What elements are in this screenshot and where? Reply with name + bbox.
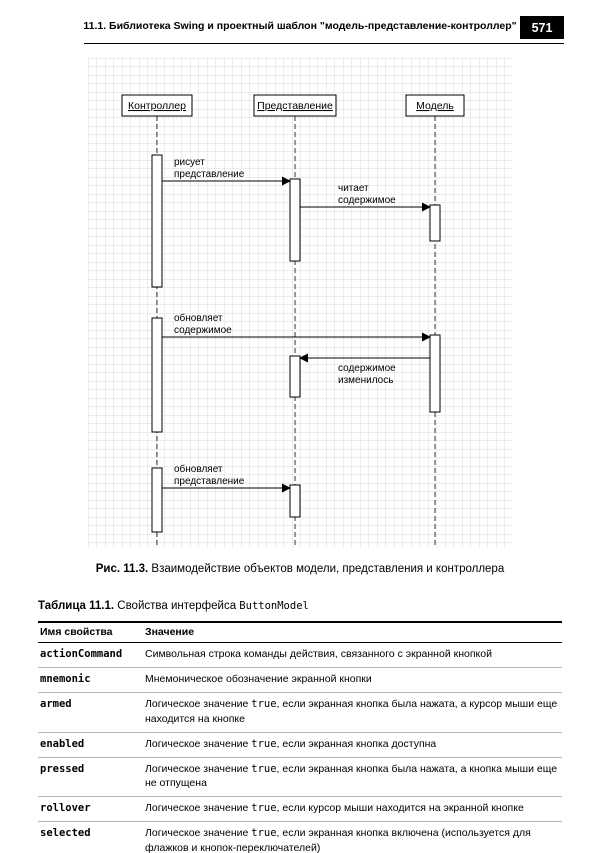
description-text: , если экранная кнопка была нажата, а курсор мыши еще находится на кнопке <box>145 697 558 725</box>
property-description <box>145 697 560 727</box>
model-activation-1 <box>430 205 440 241</box>
view-activation-2 <box>290 356 300 397</box>
table-row <box>38 733 562 758</box>
table-caption-text: Свойства интерфейса <box>114 600 240 612</box>
property-description <box>145 647 560 662</box>
description-text: Символьная строка команды действия, связанного с экранной кнопкой <box>145 648 492 660</box>
header-rule <box>84 43 564 44</box>
view-activation-1 <box>290 179 300 261</box>
code-token: true <box>251 827 277 840</box>
figure-caption <box>0 563 600 575</box>
property-name: pressed <box>40 762 85 775</box>
running-header: 11.1. Библиотека Swing и проектный шаблон "модель-представление-контроллер" <box>83 20 517 32</box>
table-row <box>38 758 562 798</box>
description-text: , если экранная кнопка была нажата, а кнопка мыши еще не отпущена <box>145 762 558 790</box>
model-label: Модель <box>416 100 454 112</box>
description-text: Логическое значение <box>145 802 252 815</box>
view-label: Представление <box>257 100 333 112</box>
property-name: rollover <box>40 802 91 815</box>
table-caption-code: ButtonModel <box>239 600 309 612</box>
updates-view-label-line2: представление <box>174 476 245 487</box>
reads-content-label-line2: содержимое <box>338 195 396 206</box>
draws-view-label-line1: рисует <box>174 157 205 168</box>
code-token: true <box>251 762 277 775</box>
table-row <box>38 797 562 822</box>
updates-view-label-line1: обновляет <box>174 464 223 475</box>
description-text: Логическое значение <box>145 737 252 750</box>
updates-content-label-line2: содержимое <box>174 325 232 336</box>
table-caption <box>38 600 309 612</box>
property-description <box>145 737 560 752</box>
property-name: selected <box>40 827 91 840</box>
controller-activation-2 <box>152 318 162 432</box>
property-name: actionCommand <box>40 648 123 660</box>
sequence-diagram <box>88 58 512 548</box>
reads-content-label-line1: читает <box>338 183 369 194</box>
header-value: Значение <box>145 626 195 638</box>
table-row <box>38 693 562 733</box>
table-caption-label: Таблица 11.1. <box>38 600 115 612</box>
description-text: Логическое значение <box>145 827 252 840</box>
property-description <box>145 826 560 853</box>
property-name: mnemonic <box>40 672 91 685</box>
table-header-row <box>38 623 562 643</box>
property-description <box>145 801 560 816</box>
table-row <box>38 822 562 853</box>
code-token: true <box>251 697 277 710</box>
description-text: , если экранная кнопка включена (используется для флажков и кнопок-переключателей) <box>145 827 531 853</box>
table-row <box>38 643 562 668</box>
properties-table <box>38 621 562 853</box>
property-description <box>145 672 560 687</box>
content-changed-label-line1: содержимое <box>338 363 396 374</box>
property-description <box>145 762 560 792</box>
figure-caption-label: Рис. 11.3. <box>95 563 149 575</box>
controller-activation-1 <box>152 155 162 287</box>
property-name: armed <box>40 697 72 710</box>
property-name: enabled <box>40 737 85 750</box>
updates-content-label-line1: обновляет <box>174 313 223 324</box>
content-changed-label-line2: изменилось <box>338 375 394 386</box>
header-property-name: Имя свойства <box>40 626 113 638</box>
table-row <box>38 668 562 693</box>
figure-area <box>88 58 512 548</box>
description-text: Логическое значение <box>145 762 252 775</box>
controller-label: Контроллер <box>128 100 186 112</box>
code-token: true <box>251 737 277 750</box>
page-number-badge: 571 <box>520 16 564 39</box>
description-text: , если курсор мыши находится на экранной кнопке <box>276 802 524 815</box>
draws-view-label-line2: представление <box>174 169 245 180</box>
description-text: Логическое значение <box>145 697 252 710</box>
code-token: true <box>251 802 277 815</box>
view-activation-3 <box>290 485 300 517</box>
figure-caption-text: Взаимодействие объектов модели, представления и контроллера <box>148 563 505 575</box>
description-text: Мнемоническое обозначение экранной кнопки <box>145 672 372 685</box>
controller-activation-3 <box>152 468 162 532</box>
description-text: , если экранная кнопка доступна <box>276 737 437 750</box>
model-activation-2 <box>430 335 440 412</box>
